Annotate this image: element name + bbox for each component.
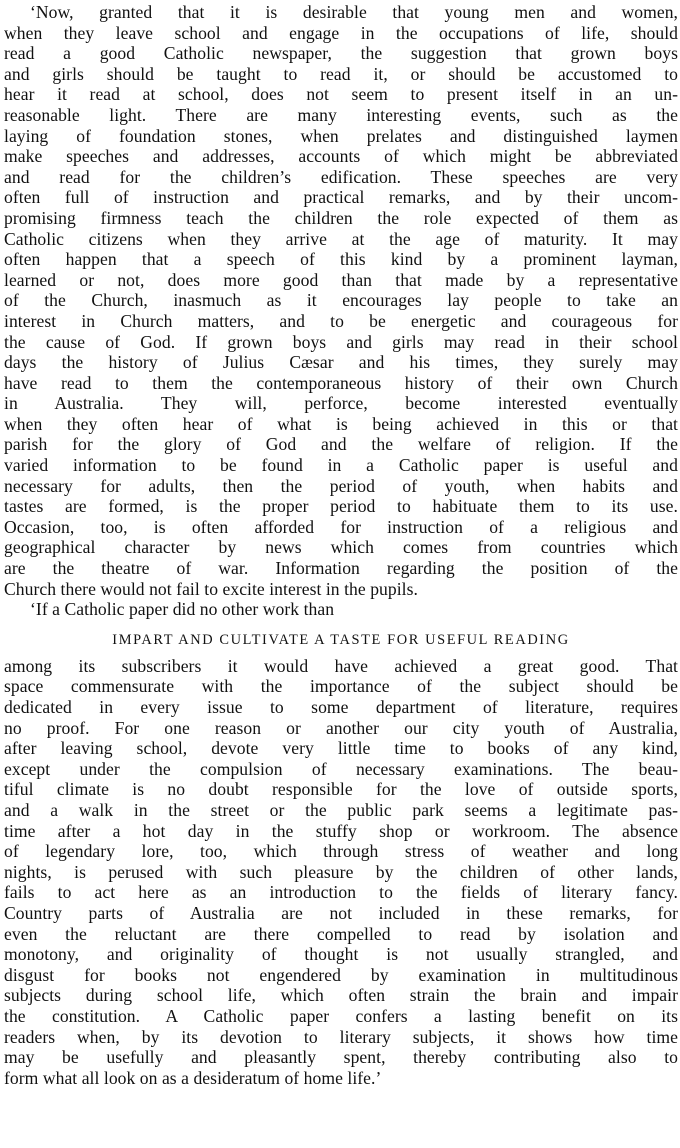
text-line: have read to them the contemporaneous history of their own Church bbox=[4, 372, 678, 393]
text-line: parish for the glory of God and the welfare of religion. If the bbox=[4, 434, 678, 455]
text-line: nights, is perused with such pleasure by the children of other lands, bbox=[4, 861, 678, 882]
text-line: among its subscribers it would have achieved a great good. That bbox=[4, 655, 678, 676]
text-line: dedicated in every issue to some department of literature, requires bbox=[4, 697, 678, 717]
text-line: form what all look on as a desideratum of home life.’ bbox=[4, 1067, 382, 1088]
text-line: days the history of Julius Cæsar and his times, they surely may bbox=[4, 352, 678, 373]
text-line: geographical character by news which comes from countries which bbox=[4, 537, 678, 558]
text-line: subjects during school life, which often strain the brain and impair bbox=[4, 985, 678, 1006]
text-line: may be usefully and pleasantly spent, thereby contributing also to bbox=[4, 1047, 678, 1068]
text-line: tiful climate is no doubt responsible for the love of outside sports, bbox=[4, 779, 678, 800]
text-line: disgust for books not engendered by examination in multitudinous bbox=[4, 964, 678, 985]
text-line: even the reluctant are there compelled to read by isolation and bbox=[4, 923, 678, 944]
text-line: ‘If a Catholic paper did no other work than bbox=[30, 599, 335, 620]
text-line: space commensurate with the importance of the subject should be bbox=[4, 676, 678, 697]
article-paragraph-2 bbox=[4, 599, 678, 620]
text-line: of legendary lore, too, which through stress of weather and long bbox=[4, 841, 678, 862]
article-paragraph-1 bbox=[4, 2, 678, 599]
text-line: fails to act here as an introduction to the fields of literary fancy. bbox=[4, 882, 678, 903]
text-line: tastes are formed, is the proper period to habituate them to its use. bbox=[4, 496, 678, 517]
text-line: the constitution. A Catholic paper confers a lasting benefit on its bbox=[4, 1005, 678, 1026]
text-line: interest in Church matters, and to be energetic and courageous for bbox=[4, 310, 678, 331]
text-line: are the theatre of war. Information regarding the position of the bbox=[4, 558, 678, 579]
text-line: often happen that a speech of this kind by a prominent layman, bbox=[4, 249, 678, 270]
text-line: no proof. For one reason or another our city youth of Australia, bbox=[4, 717, 678, 738]
text-line: often full of instruction and practical remarks, and by their uncom- bbox=[4, 187, 678, 208]
text-line: reasonable light. There are many interesting events, such as the bbox=[4, 104, 678, 125]
text-line: and a walk in the street or the public park seems a legitimate pas- bbox=[4, 799, 678, 820]
text-line: ‘Now, granted that it is desirable that young men and women, bbox=[30, 2, 678, 22]
text-line: time after a hot day in the stuffy shop or workroom. The absence bbox=[4, 820, 678, 841]
text-line: except under the compulsion of necessary examinations. The beau- bbox=[4, 758, 678, 779]
text-line: learned or not, does more good than that made by a representative bbox=[4, 269, 678, 290]
text-line: when they often hear of what is being achieved in this or that bbox=[4, 413, 678, 434]
text-line: readers when, by its devotion to literary subjects, it shows how time bbox=[4, 1026, 678, 1047]
section-subheading: IMPART AND CULTIVATE A TASTE FOR USEFUL READING bbox=[112, 631, 570, 648]
text-line: laying of foundation stones, when prelates and distinguished laymen bbox=[4, 125, 678, 146]
article-paragraph-3 bbox=[4, 656, 678, 1088]
text-line: the cause of God. If grown boys and girls may read in their school bbox=[4, 331, 678, 352]
text-line: make speeches and addresses, accounts of which might be abbreviated bbox=[4, 146, 678, 167]
text-line: promising firmness teach the children the role expected of them as bbox=[4, 207, 678, 228]
text-line: Occasion, too, is often afforded for instruction of a religious and bbox=[4, 516, 678, 537]
text-line: when they leave school and engage in the occupations of life, should bbox=[4, 22, 678, 43]
text-line: varied information to be found in a Catholic paper is useful and bbox=[4, 455, 678, 476]
text-line: hear it read at school, does not seem to present itself in an un- bbox=[4, 84, 678, 105]
text-line: in Australia. They will, perforce, become interested eventually bbox=[4, 393, 678, 414]
text-line: of the Church, inasmuch as it encourages lay people to take an bbox=[4, 290, 678, 311]
article-column bbox=[4, 2, 678, 1088]
text-line: necessary for adults, then the period of youth, when habits and bbox=[4, 475, 678, 496]
text-line: Church there would not fail to excite interest in the pupils. bbox=[4, 578, 418, 599]
text-line: and girls should be taught to read it, or should be accustomed to bbox=[4, 63, 678, 84]
text-line: after leaving school, devote very little time to books of any kind, bbox=[4, 738, 678, 759]
text-line: Country parts of Australia are not included in these remarks, for bbox=[4, 902, 678, 923]
text-line: and read for the children’s edification. These speeches are very bbox=[4, 166, 678, 187]
text-line: monotony, and originality of thought is not usually strangled, and bbox=[4, 944, 678, 965]
text-line: Catholic citizens when they arrive at the age of maturity. It may bbox=[4, 228, 678, 249]
text-line: read a good Catholic newspaper, the suggestion that grown boys bbox=[4, 43, 678, 64]
